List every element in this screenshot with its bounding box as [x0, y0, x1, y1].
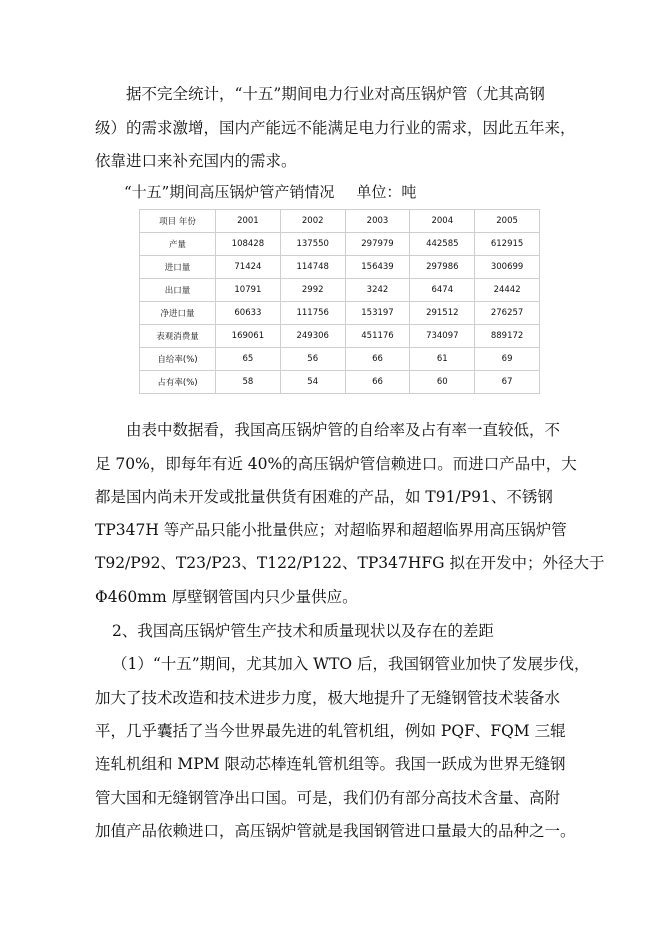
table-caption-unit: 单位：吨: [356, 183, 417, 201]
table-header-year: 2005: [475, 210, 540, 233]
table-row: [140, 256, 540, 279]
table-row: [140, 233, 540, 256]
table-cell: 66: [345, 348, 410, 371]
intro-line-2: 级）的需求激增，国内产能远不能满足电力行业的需求，因此五年来，: [95, 119, 576, 137]
table-header-year: 2003: [345, 210, 410, 233]
table-cell: 612915: [475, 233, 540, 256]
table-cell: 60633: [216, 302, 281, 325]
table-header-row: [140, 210, 540, 233]
table-caption-title: “十五”期间高压锅炉管产销情况: [124, 183, 335, 201]
table-header-year: 2001: [216, 210, 281, 233]
table-cell: 114748: [280, 256, 345, 279]
table-cell: 153197: [345, 302, 410, 325]
table-cell: 291512: [410, 302, 475, 325]
table-cell: 297979: [345, 233, 410, 256]
row-label: 占有率(%): [140, 371, 216, 394]
table-cell: 3242: [345, 279, 410, 302]
table-cell: 108428: [216, 233, 281, 256]
table-row: [140, 302, 540, 325]
table-cell: 889172: [475, 325, 540, 348]
table-cell: 249306: [280, 325, 345, 348]
table-cell: 58: [216, 371, 281, 394]
table-cell: 24442: [475, 279, 540, 302]
row-label: 产量: [140, 233, 216, 256]
section-2-line-6: 加值产品依赖进口，高压锅炉管就是我国钢管进口量最大的品种之一。: [95, 822, 576, 840]
row-label: 自给率(%): [140, 348, 216, 371]
analysis-line-6: Φ460mm 厚壁钢管国内只少量供应。: [95, 588, 358, 606]
section-2-line-4: 连轧机组和 MPM 限动芯棒连轧管机组等。我国一跃成为世界无缝钢: [95, 755, 566, 773]
table-header-label: 项目 年份: [140, 210, 216, 233]
table-cell: 60: [410, 371, 475, 394]
analysis-line-2: 足 70%，即每年有近 40%的高压锅炉管信赖进口。而进口产品中，大: [95, 455, 577, 473]
section-2-heading: 2、我国高压锅炉管生产技术和质量现状以及存在的差距: [112, 622, 494, 640]
section-2-line-5: 管大国和无缝钢管净出口国。可是，我们仍有部分高技术含量、高附: [95, 789, 561, 807]
row-label: 出口量: [140, 279, 216, 302]
section-2-line-3: 平，几乎囊括了当今世界最先进的轧管机组，例如 PQF、FQM 三辊: [95, 722, 566, 740]
section-2-line-1: （1）“十五”期间，尤其加入 WTO 后，我国钢管业加快了发展步伐，: [112, 655, 590, 673]
table-row: [140, 348, 540, 371]
analysis-line-5: T92/P92、T23/P23、T122/P122、TP347HFG 拟在开发中；外径大于: [95, 554, 605, 572]
table-caption: [124, 181, 416, 202]
row-label: 表观消费量: [140, 325, 216, 348]
table-cell: 2992: [280, 279, 345, 302]
row-label: 净进口量: [140, 302, 216, 325]
table-cell: 69: [475, 348, 540, 371]
analysis-line-1: 由表中数据看，我国高压锅炉管的自给率及占有率一直较低，不: [126, 421, 561, 439]
analysis-line-3: 都是国内尚未开发或批量供货有困难的产品，如 T91/P91、不锈钢: [95, 488, 553, 506]
intro-line-3: 依靠进口来补充国内的需求。: [95, 152, 297, 170]
row-label: 进口量: [140, 256, 216, 279]
table-cell: 66: [345, 371, 410, 394]
table-cell: 6474: [410, 279, 475, 302]
table-header-year: 2002: [280, 210, 345, 233]
intro-line-1: 据不完全统计，“十五”期间电力行业对高压锅炉管（尤其高钢: [126, 85, 545, 103]
production-sales-table: [139, 209, 540, 394]
table-cell: 67: [475, 371, 540, 394]
table-cell: 169061: [216, 325, 281, 348]
table-cell: 297986: [410, 256, 475, 279]
table-cell: 156439: [345, 256, 410, 279]
table-cell: 451176: [345, 325, 410, 348]
table-cell: 300699: [475, 256, 540, 279]
table-cell: 111756: [280, 302, 345, 325]
table-cell: 10791: [216, 279, 281, 302]
table-row: [140, 325, 540, 348]
section-2-line-2: 加大了技术改造和技术进步力度，极大地提升了无缝钢管技术装备水: [95, 689, 561, 707]
table-cell: 71424: [216, 256, 281, 279]
table-cell: 65: [216, 348, 281, 371]
table-cell: 137550: [280, 233, 345, 256]
table-cell: 276257: [475, 302, 540, 325]
table-cell: 54: [280, 371, 345, 394]
table-cell: 56: [280, 348, 345, 371]
table-cell: 442585: [410, 233, 475, 256]
table-row: [140, 371, 540, 394]
analysis-line-4: TP347H 等产品只能小批量供应；对超临界和超超临界用高压锅炉管: [95, 521, 567, 539]
table-header-year: 2004: [410, 210, 475, 233]
table-cell: 61: [410, 348, 475, 371]
table-row: [140, 279, 540, 302]
table-cell: 734097: [410, 325, 475, 348]
